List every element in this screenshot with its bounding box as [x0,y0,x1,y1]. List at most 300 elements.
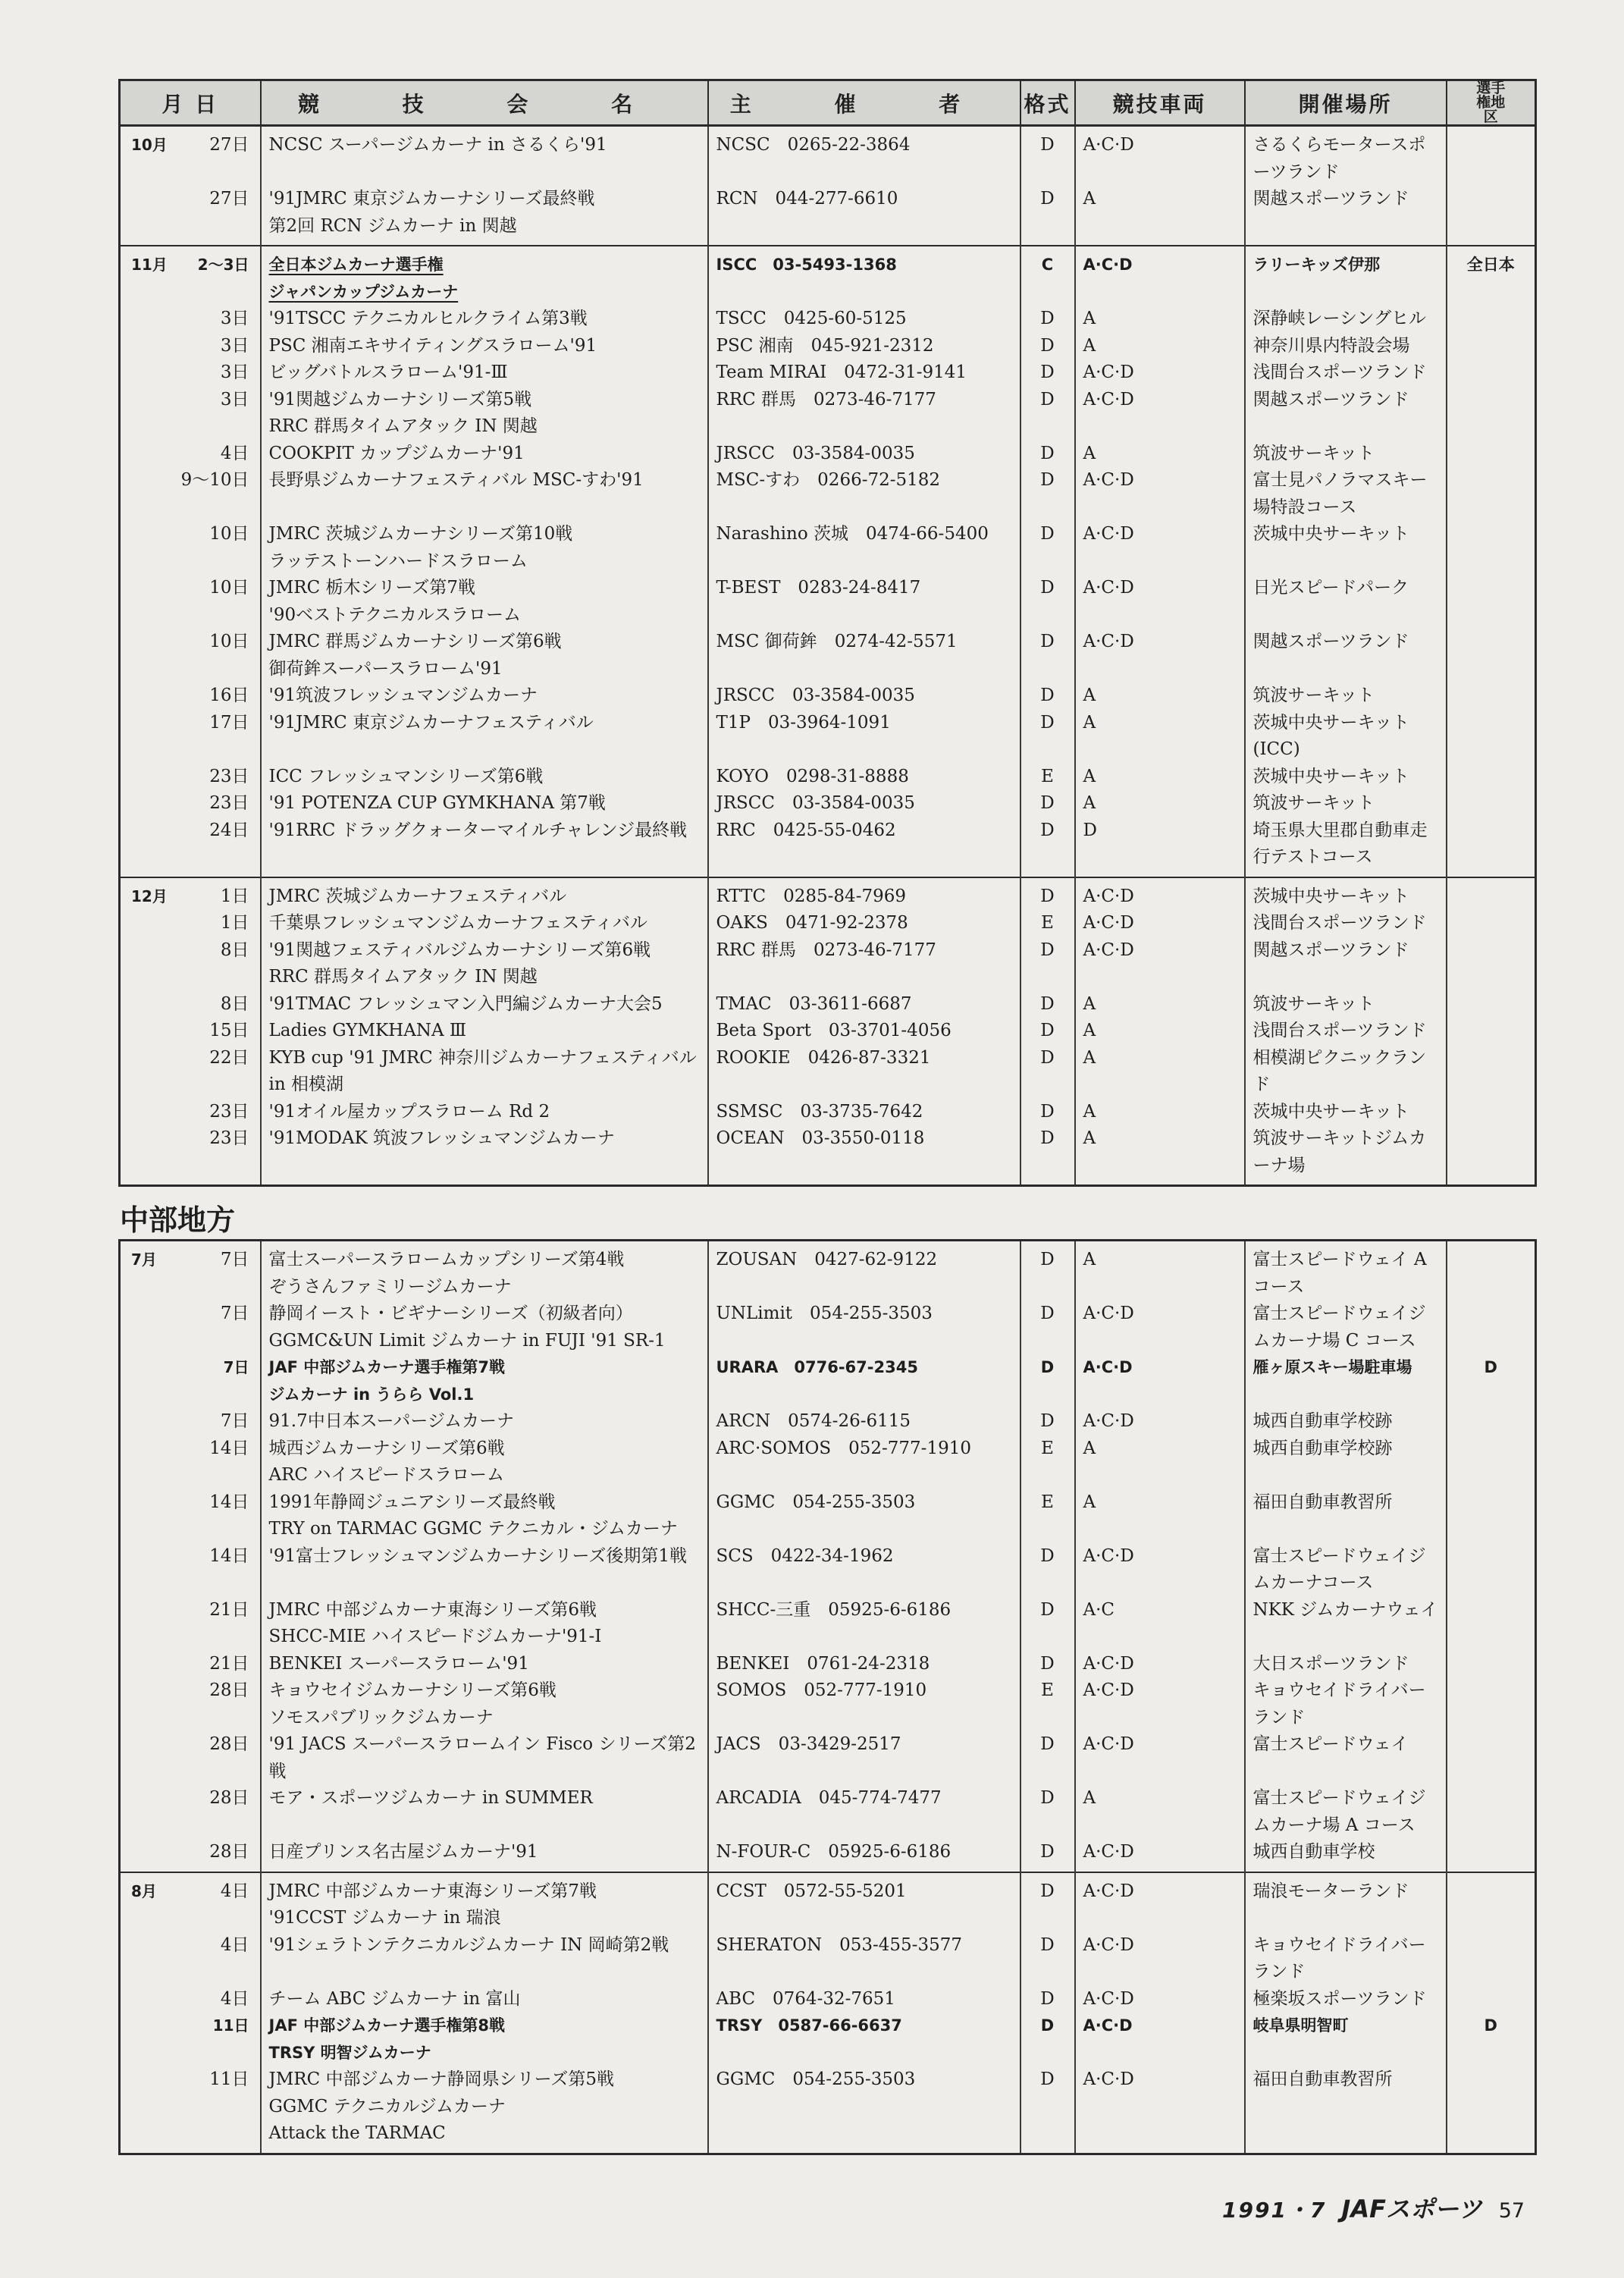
date-cell [120,1543,261,1597]
cars-cell: A·C·D [1075,1543,1245,1597]
event-name-cell [261,817,708,877]
region-cell [1447,1099,1536,1126]
region-cell [1447,126,1536,187]
cars-cell: A·C·D [1075,1986,1245,2013]
venue-cell: 茨城中央サーキット [1245,764,1447,791]
date-wrap [131,1543,249,1570]
date-wrap [131,1677,249,1705]
cars-cell: A·C·D [1075,387,1245,441]
event-name-cell [261,1241,708,1301]
event-name-cell [261,575,708,629]
venue-cell: 富士スピードウェイジムカーナコース [1245,1543,1447,1597]
cars-cell: A·C·D [1075,1677,1245,1731]
region-cell [1447,387,1536,441]
day-label: 27日 [209,135,249,155]
format-cell: D [1020,817,1075,877]
date-wrap [131,1489,249,1517]
cars-cell: A·C·D [1075,467,1245,521]
format-cell: D [1020,1301,1075,1354]
date-wrap [131,883,249,911]
event-name: JMRC 中部ジムカーナ静岡県シリーズ第5戦 GGMC テクニカルジムカーナ Attack the TARMAC [268,2069,615,2143]
event-name-cell [261,1651,708,1678]
region-cell [1447,877,1536,911]
day-label: 21日 [209,1599,249,1620]
organizer-cell: CCST 0572-55-5201 [708,1872,1020,1932]
event-name-cell [261,1436,708,1489]
table-row [120,441,1536,468]
format-cell: D [1020,306,1075,333]
event-name-cell [261,1597,708,1651]
venue-cell: 筑波サーキット [1245,790,1447,817]
date-wrap [131,790,249,817]
region-cell [1447,910,1536,937]
event-name: NCSC スーパージムカーナ in さるくら'91 [268,135,607,155]
organizer-cell: SSMSC 03-3735-7642 [708,1099,1020,1126]
organizer-cell: T1P 03-3964-1091 [708,710,1020,764]
date-cell [120,1872,261,1932]
region-cell [1447,710,1536,764]
event-name-cell [261,991,708,1018]
cars-cell: A [1075,333,1245,360]
day-label: 14日 [209,1492,249,1512]
format-cell: D [1020,1986,1075,2013]
venue-cell: 筑波サーキット [1245,441,1447,468]
event-name: '91富士フレッシュマンジムカーナシリーズ後期第1戦 [268,1545,688,1566]
date-wrap [131,333,249,360]
date-cell [120,575,261,629]
header-cars: 競技車両 [1075,80,1245,126]
organizer-cell: ARCN 0574-26-6115 [708,1408,1020,1436]
region-cell [1447,1543,1536,1597]
venue-cell: 城西自動車学校跡 [1245,1436,1447,1489]
event-name-cell [261,1785,708,1839]
day-label: 15日 [209,1021,249,1040]
organizer-cell: RTTC 0285-84-7969 [708,877,1020,911]
region-cell: 全日本 [1447,246,1536,306]
date-wrap [131,817,249,845]
venue-cell: 深静峡レーシングヒル [1245,306,1447,333]
format-cell: D [1020,1018,1075,1045]
region-cell [1447,1986,1536,2013]
venue-cell: キョウセイドライバーランド [1245,1932,1447,1986]
date-cell [120,1099,261,1126]
cars-cell: A·C·D [1075,1839,1245,1872]
venue-cell: 浅間台スポーツランド [1245,359,1447,387]
venue-cell: 茨城中央サーキット [1245,521,1447,575]
event-name: '91TSCC テクニカルヒルクライム第3戦 [268,309,588,328]
organizer-cell: T-BEST 0283-24-8417 [708,575,1020,629]
cars-cell: A·C·D [1075,910,1245,937]
organizer-cell: SCS 0422-34-1962 [708,1543,1020,1597]
region-cell [1447,186,1536,246]
organizer-cell: N-FOUR-C 05925-6-6186 [708,1839,1020,1872]
cars-cell: A·C·D [1075,1731,1245,1785]
region-cell [1447,682,1536,710]
format-cell: D [1020,1872,1075,1932]
venue-cell: 城西自動車学校跡 [1245,1408,1447,1436]
event-name: BENKEI スーパースラローム'91 [268,1653,529,1674]
cars-cell: A [1075,1045,1245,1099]
date-cell [120,333,261,360]
organizer-cell: RRC 0425-55-0462 [708,817,1020,877]
region-cell [1447,1872,1536,1932]
date-cell [120,937,261,991]
event-name: ICC フレッシュマンシリーズ第6戦 [268,766,544,786]
month-group [120,877,1536,1186]
day-label: 8日 [220,940,249,960]
event-name: '91RRC ドラッグクォーターマイルチャレンジ最終戦 [268,820,688,840]
event-name-cell [261,682,708,710]
region-cell [1447,521,1536,575]
format-cell: D [1020,333,1075,360]
date-wrap [131,1018,249,1045]
day-label: 7日 [223,1358,249,1376]
format-cell: D [1020,575,1075,629]
organizer-cell: TSCC 0425-60-5125 [708,306,1020,333]
date-cell [120,991,261,1018]
event-name-cell [261,1045,708,1099]
format-cell: E [1020,1677,1075,1731]
day-label: 23日 [209,766,249,786]
format-cell: C [1020,246,1075,306]
date-wrap [131,1125,249,1153]
event-name-cell [261,2066,708,2154]
event-name-cell [261,1099,708,1126]
table-row [120,790,1536,817]
event-name: キョウセイジムカーナシリーズ第6戦 ソモスパブリックジムカーナ [268,1680,556,1727]
format-cell: D [1020,1651,1075,1678]
venue-cell: NKK ジムカーナウェイ [1245,1597,1447,1651]
event-name: '91関越フェスティバルジムカーナシリーズ第6戦 RRC 群馬タイムアタック IN 関越 [268,940,651,987]
event-name-cell [261,877,708,911]
cars-cell: A·C·D [1075,575,1245,629]
section-title-chubu: 中部地方 [120,1203,236,1237]
organizer-cell: MSC-すわ 0266-72-5182 [708,467,1020,521]
format-cell: E [1020,910,1075,937]
table-row [120,877,1536,911]
organizer-cell: Beta Sport 03-3701-4056 [708,1018,1020,1045]
organizer-cell: ROOKIE 0426-87-3321 [708,1045,1020,1099]
date-cell [120,1045,261,1099]
event-name: PSC 湘南エキサイティングスラローム'91 [268,335,597,356]
region-cell [1447,1597,1536,1651]
month-group [120,126,1536,246]
month-label: 12月 [131,886,168,905]
header-venue: 開催場所 [1245,80,1447,126]
footer-date: 1991・7 [1222,2198,1327,2223]
date-cell [120,1408,261,1436]
organizer-cell: ARC·SOMOS 052-777-1910 [708,1436,1020,1489]
table-row [120,1241,1536,1301]
cars-cell: A [1075,991,1245,1018]
format-cell: D [1020,1099,1075,1126]
event-name-cell [261,2013,708,2066]
region-cell [1447,306,1536,333]
table-row [120,2066,1536,2154]
venue-cell: 関越スポーツランド [1245,186,1447,246]
date-wrap [131,2013,249,2040]
date-cell [120,817,261,877]
format-cell: D [1020,1543,1075,1597]
date-wrap [131,1354,249,1382]
organizer-cell: KOYO 0298-31-8888 [708,764,1020,791]
day-label: 4日 [220,1934,249,1955]
venue-cell: 富士スピードウェイジムカーナ場 C コース [1245,1301,1447,1354]
day-label: 4日 [220,443,249,463]
date-wrap [131,1597,249,1624]
cars-cell: A·C·D [1075,1408,1245,1436]
table-row [120,629,1536,682]
venue-cell: 神奈川県内特設会場 [1245,333,1447,360]
venue-cell: 浅間台スポーツランド [1245,1018,1447,1045]
cars-cell: A·C·D [1075,246,1245,306]
table-row [120,910,1536,937]
date-wrap [131,1839,249,1866]
date-wrap [131,1785,249,1812]
organizer-cell: ARCADIA 045-774-7477 [708,1785,1020,1839]
organizer-cell: TMAC 03-3611-6687 [708,991,1020,1018]
cars-cell: A [1075,1436,1245,1489]
month-label: 10月 [131,136,168,154]
event-name: '91MODAK 筑波フレッシュマンジムカーナ [268,1128,615,1148]
date-wrap [131,1099,249,1126]
region-cell [1447,333,1536,360]
day-label: 7日 [220,1304,249,1323]
event-name: '91JMRC 東京ジムカーナフェスティバル [268,712,594,733]
venue-cell: 城西自動車学校 [1245,1839,1447,1872]
day-label: 23日 [209,1128,249,1148]
region-cell [1447,359,1536,387]
venue-cell: さるくらモータースポーツランド [1245,126,1447,187]
cars-cell: A [1075,1241,1245,1301]
event-name-cell [261,306,708,333]
date-cell [120,1677,261,1731]
date-wrap [131,467,249,494]
event-name: 千葉県フレッシュマンジムカーナフェスティバル [268,913,647,933]
event-name: '91筑波フレッシュマンジムカーナ [268,686,538,705]
format-cell: D [1020,387,1075,441]
day-label: 2～3日 [197,256,249,274]
date-wrap [131,937,249,965]
cars-cell: A [1075,306,1245,333]
event-name-cell [261,790,708,817]
region-cell [1447,1301,1536,1354]
cars-cell: A·C [1075,1597,1245,1651]
header-organizer: 主 催 者 [708,80,1020,126]
date-wrap [131,1932,249,1960]
table-row [120,1045,1536,1099]
cars-cell: A [1075,682,1245,710]
event-name-cell [261,1839,708,1872]
event-name-cell [261,1677,708,1731]
table-row [120,1354,1536,1408]
day-label: 28日 [209,1788,249,1808]
organizer-cell: RCN 044-277-6610 [708,186,1020,246]
table-row [120,1731,1536,1785]
day-label: 16日 [209,686,249,705]
format-cell: D [1020,1408,1075,1436]
day-label: 14日 [209,1545,249,1566]
table-row [120,1872,1536,1932]
date-wrap [131,1731,249,1759]
event-name: 城西ジムカーナシリーズ第6戦 ARC ハイスピードスラローム [268,1438,505,1485]
date-wrap [131,682,249,710]
day-label: 28日 [209,1842,249,1862]
day-label: 9～10日 [180,470,249,490]
date-cell [120,2013,261,2066]
day-label: 14日 [209,1438,249,1458]
event-name: '91JMRC 東京ジムカーナシリーズ最終戦 第2回 RCN ジムカーナ in 関越 [268,189,595,236]
format-cell: D [1020,186,1075,246]
day-label: 23日 [209,1101,249,1122]
venue-cell: ラリーキッズ伊那 [1245,246,1447,306]
format-cell: D [1020,1354,1075,1408]
organizer-cell: JRSCC 03-3584-0035 [708,790,1020,817]
event-name: モア・スポーツジムカーナ in SUMMER [268,1788,593,1808]
table-row [120,1543,1536,1597]
venue-cell: 茨城中央サーキット (ICC) [1245,710,1447,764]
cars-cell: A·C·D [1075,1651,1245,1678]
region-cell [1447,1839,1536,1872]
event-name-cell [261,333,708,360]
venue-cell: 関越スポーツランド [1245,629,1447,682]
date-cell [120,246,261,306]
page-footer [1222,2190,1525,2225]
organizer-cell: GGMC 054-255-3503 [708,1489,1020,1543]
event-name: 1991年静岡ジュニアシリーズ最終戦 TRY on TARMAC GGMC テクニカル・ジムカーナ [268,1492,678,1539]
table-row [120,306,1536,333]
venue-cell: 茨城中央サーキット [1245,1099,1447,1126]
organizer-cell: Team MIRAI 0472-31-9141 [708,359,1020,387]
cars-cell: A [1075,1018,1245,1045]
day-label: 1日 [220,913,249,933]
event-name: '91シェラトンテクニカルジムカーナ IN 岡崎第2戦 [268,1934,669,1955]
format-cell: D [1020,2013,1075,2066]
date-cell [120,306,261,333]
event-name-cell [261,710,708,764]
date-cell [120,1986,261,2013]
format-cell: D [1020,629,1075,682]
date-wrap [131,991,249,1018]
format-cell: D [1020,1731,1075,1785]
event-name-cell [261,1986,708,2013]
day-label: 28日 [209,1680,249,1700]
venue-cell: 筑波サーキット [1245,682,1447,710]
format-cell: E [1020,764,1075,791]
venue-cell: 富士スピードウェイ A コース [1245,1241,1447,1301]
date-wrap [131,132,249,159]
date-wrap [131,186,249,213]
cars-cell: A [1075,441,1245,468]
format-cell: D [1020,1125,1075,1186]
event-name-cell [261,629,708,682]
region-cell [1447,1651,1536,1678]
event-name-cell [261,910,708,937]
footer-magazine: JAFスポーツ [1341,2195,1482,2223]
date-wrap [131,1045,249,1072]
organizer-cell: SHERATON 053-455-3577 [708,1932,1020,1986]
table-row [120,991,1536,1018]
day-label: 8日 [220,993,249,1014]
cars-cell: A [1075,764,1245,791]
table-row [120,1839,1536,1872]
format-cell: D [1020,937,1075,991]
format-cell: D [1020,790,1075,817]
date-wrap [131,910,249,937]
table-row [120,1651,1536,1678]
cars-cell: A·C·D [1075,1932,1245,1986]
region-cell [1447,467,1536,521]
table-row [120,1597,1536,1651]
region-cell [1447,1241,1536,1301]
day-label: 10日 [209,578,249,598]
format-cell: D [1020,1839,1075,1872]
table-row [120,1408,1536,1436]
day-label: 3日 [220,362,249,382]
day-label: 10日 [209,632,249,651]
event-name-cell [261,441,708,468]
cars-cell: A·C·D [1075,359,1245,387]
event-name: '91TMAC フレッシュマン入門編ジムカーナ大会5 [268,993,663,1014]
date-wrap [131,575,249,602]
region-cell [1447,1436,1536,1489]
table-row [120,126,1536,187]
organizer-cell: ZOUSAN 0427-62-9122 [708,1241,1020,1301]
organizer-cell: GGMC 054-255-3503 [708,2066,1020,2154]
table-row [120,1436,1536,1489]
format-cell: D [1020,877,1075,911]
venue-cell: 関越スポーツランド [1245,387,1447,441]
month-group [120,246,1536,877]
region-cell [1447,1932,1536,1986]
table-row [120,1932,1536,1986]
event-name: JAF 中部ジムカーナ選手権第7戦 ジムカーナ in うらら Vol.1 [268,1358,505,1404]
cars-cell: D [1075,817,1245,877]
date-wrap [131,1436,249,1463]
date-wrap [131,1301,249,1328]
table-row [120,817,1536,877]
venue-cell: 富士見パノラマスキー場特設コース [1245,467,1447,521]
date-wrap [131,764,249,791]
table-row [120,937,1536,991]
cars-cell: A [1075,710,1245,764]
cars-cell: A [1075,1489,1245,1543]
day-label: 11日 [209,2069,249,2089]
cars-cell: A [1075,1125,1245,1186]
event-name: '91 JACS スーパースラロームイン Fisco シリーズ第2戦 [268,1734,696,1781]
event-name: JMRC 群馬ジムカーナシリーズ第6戦 御荷鉾スーパースラローム'91 [268,632,562,679]
month-label: 7月 [131,1250,157,1269]
date-wrap [131,1408,249,1436]
event-name: チーム ABC ジムカーナ in 富山 [268,1988,521,2009]
date-cell [120,1301,261,1354]
cars-cell: A [1075,1785,1245,1839]
date-cell [120,1354,261,1408]
region-cell [1447,2066,1536,2154]
day-label: 1日 [220,886,249,906]
event-name: JAF 中部ジムカーナ選手権第8戦 TRSY 明智ジムカーナ [268,2016,505,2062]
table-row [120,575,1536,629]
region-cell: D [1447,2013,1536,2066]
date-wrap [131,1247,249,1274]
date-cell [120,629,261,682]
organizer-cell: URARA 0776-67-2345 [708,1354,1020,1408]
organizer-cell: BENKEI 0761-24-2318 [708,1651,1020,1678]
region-cell [1447,1125,1536,1186]
date-cell [120,710,261,764]
day-label: 7日 [220,1250,249,1269]
date-wrap [131,629,249,656]
